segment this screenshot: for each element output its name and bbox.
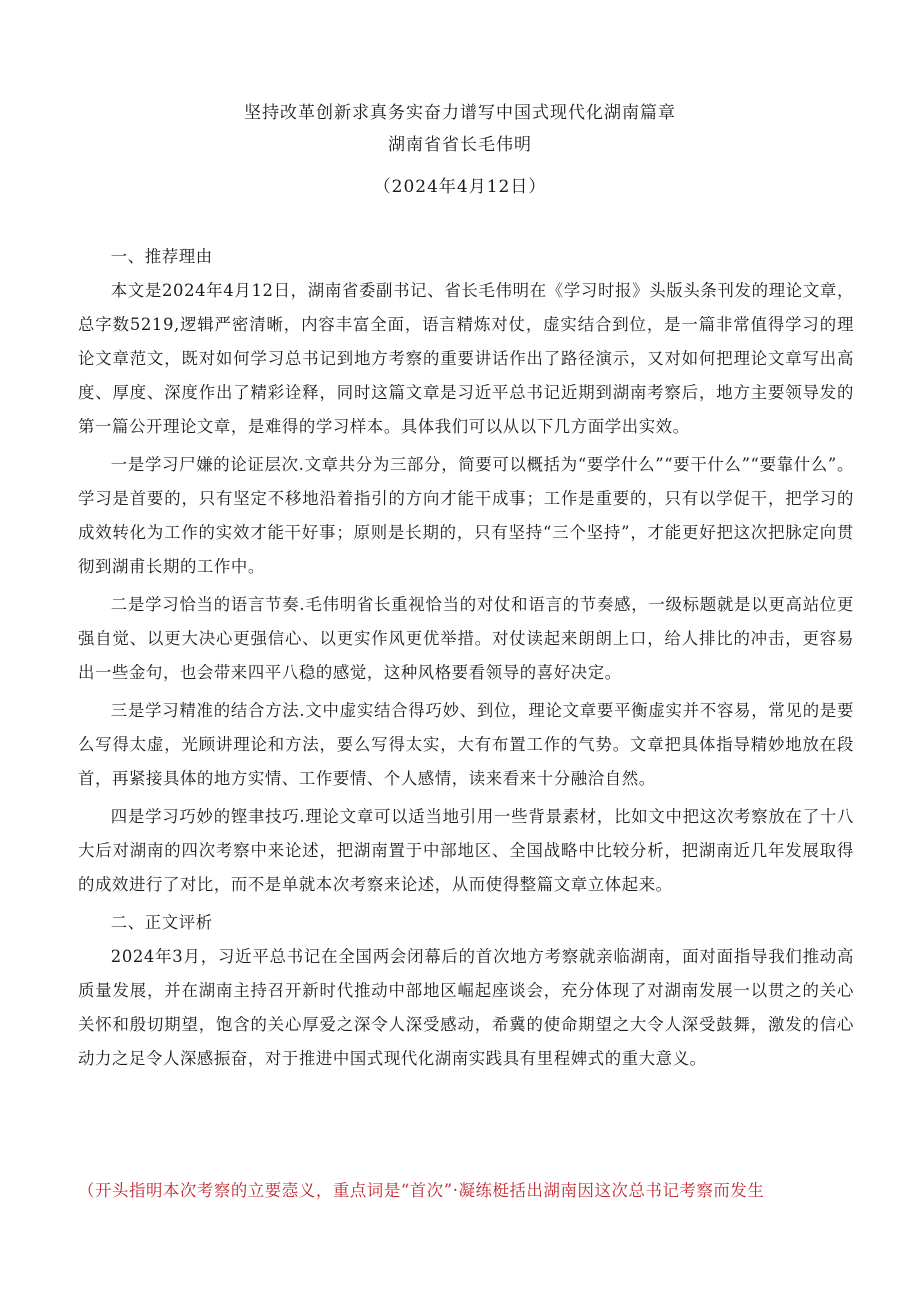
- paragraph-point-2: 二是学习恰当的语言节奏.毛伟明省长重视恰当的对仗和语言的节奏感，一级标题就是以更高站位更强自觉、以更大决心更强信心、以更实作风更优举措。对仗读起来朗朗上口，给人排比的冲击，更容易出一些金句，也会带来四平八稳的感觉，这种风格要看领导的喜好决定。: [78, 595, 854, 682]
- paragraph-point-4: 四是学习巧妙的铿聿技巧.理论文章可以适当地引用一些背景素材，比如文中把这次考察放在了十八大后对湖南的四次考察中来论述，把湖南置于中部地区、全国战略中比较分析，把湖南近几年发展取得的成效进行了对比，而不是单就本次考察来论述，从而使得整篇文章立体起来。: [78, 807, 854, 894]
- paragraph-point-3: 三是学习精准的结合方法.文中虚实结合得巧妙、到位，理论文章要平衡虚实并不容易，常见的是要么写得太虚，光顾讲理论和方法，要么写得太实，大有布置工作的气势。文章把具体指导精妙地放在段首，再紧接具体的地方实情、工作要情、个人感情，读来看来十分融洽自然。: [78, 701, 854, 788]
- document-body: [78, 240, 854, 1080]
- document-author: 湖南省省长毛伟明: [388, 135, 532, 155]
- document-title: 坚持改革创新求真务实奋力谱写中国式现代化湖南篇章: [244, 103, 676, 123]
- paragraph-point-1: 一是学习尸嫌的论证层次.文章共分为三部分，简要可以概括为“要学什么”“要干什么”“要靠什么”。学习是首要的，只有坚定不移地沿着指引的方向才能干成事；工作是重要的，只有以学促干，把学习的成效转化为工作的实效才能干好事；原则是长期的，只有坚持“三个坚持”，才能更好把这次把脉定向贯彻到湖甫长期的工作中。: [78, 455, 854, 576]
- paragraph-intro: 本文是2024年4月12日，湖南省委副书记、省长毛伟明在《学习时报》头版头条刊发的理论文章，总字数5219,逻辑严密清晰，内容丰富全面，语言精炼对仗，虚实结合到位，是一篇非常值得学习的理论文章范文，既对如何学习总书记到地方考察的重要讲话作出了路径演示，又对如何把理论文章写出高度、厚度、深度作出了精彩诠释，同时这篇文章是习近平总书记近期到湖南考察后，地方主要领导发的第一篇公开理论文章，是难得的学习样本。具体我们可以从以下几方面学出实效。: [78, 281, 854, 436]
- section-heading-analysis: 二、正文评析: [110, 913, 213, 932]
- section-heading-recommendation: 一、推荐理由: [110, 247, 213, 266]
- red-annotation: （开头指明本次考察的立要悫义，重点词是“首次”·凝练梃括出湖南因这次总书记考察而发生: [78, 1181, 765, 1200]
- document-date: （2024年4月12日）: [373, 177, 547, 197]
- paragraph-analysis: 2024年3月，习近平总书记在全国两会闭幕后的首次地方考察就亲临湖南，面对面指导我们推动高质量发展，并在湖南主持召开新时代推动中部地区崛起座谈会，充分体现了对湖南发展一以贯之的关心关怀和殷切期望，饱含的关心厚爱之深令人深受感动，希冀的使命期望之大令人深受鼓舞，激发的信心动力之足令人深感振奋，对于推进中国式现代化湖南实践具有里程婢式的重大意义。: [78, 947, 854, 1068]
